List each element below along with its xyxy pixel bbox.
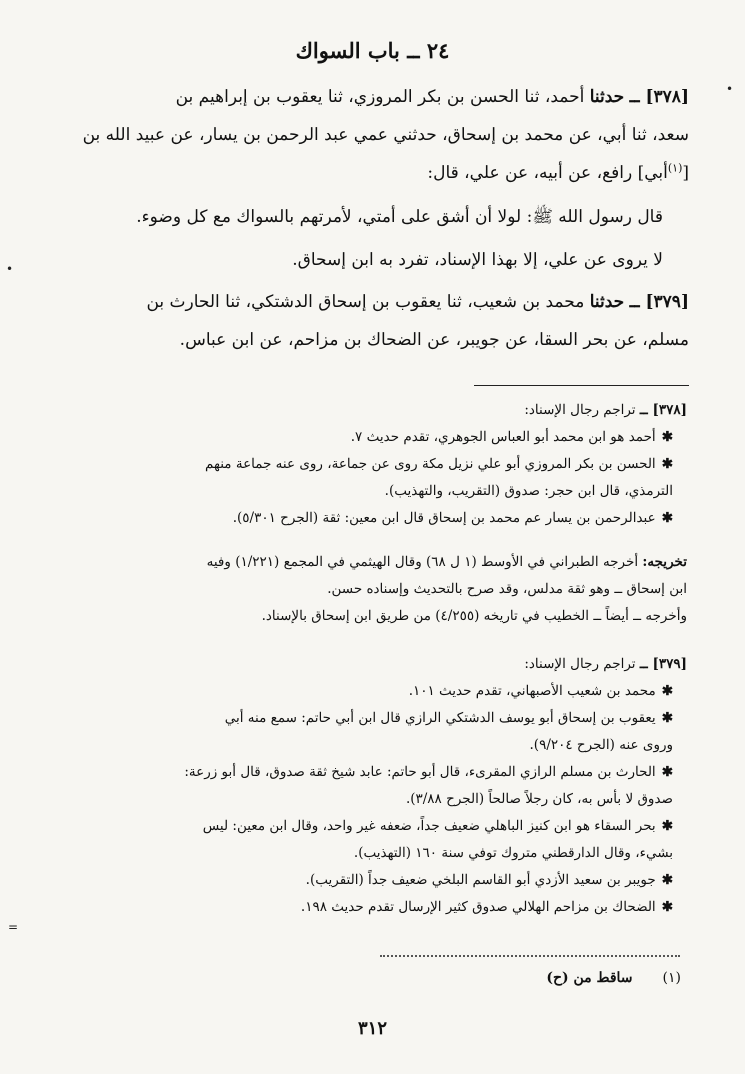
note-item xyxy=(40,705,687,732)
note-item xyxy=(40,451,687,478)
margin-dot: • xyxy=(726,82,734,96)
takhrij-line: ابن إسحاق ــ وهو ثقة مدلس، وقد صرح بالتحديث وإسناده حسن. xyxy=(327,581,687,597)
takhrij-text: أخرجه الطبراني في الأوسط (١ ل ٦٨) وقال الهيثمي في المجمع (١/٢٢١) وفيه xyxy=(206,554,639,570)
note-text: الضحاك بن مزاحم الهلالي صدوق كثير الإرسال تقدم حديث ١٩٨. xyxy=(300,899,656,915)
note-text: عبدالرحمن بن يسار عم محمد بن إسحاق قال ابن معين: ثقة (الجرح ٥/٣٠١). xyxy=(232,510,656,526)
footnote-dotted-separator xyxy=(380,955,680,957)
note-item-continuation: الترمذي، قال ابن حجر: صدوق (التقريب، والتهذيب). xyxy=(384,483,673,499)
page-number: ٣١٢ xyxy=(357,1018,387,1039)
takhrij-378 xyxy=(40,549,687,630)
note-text: أحمد هو ابن محمد أبو العباس الجوهري، تقدم حديث ٧. xyxy=(350,429,656,445)
hadith-378 xyxy=(22,78,689,192)
bullet-star-icon: ✱ xyxy=(661,683,673,699)
footnote-marker: (١) xyxy=(667,161,683,175)
note-item xyxy=(40,678,687,705)
bullet-star-icon: ✱ xyxy=(661,710,673,726)
hadith-379-line2: مسلم، عن بحر السقا، عن جويبر، عن الضحاك بن مزاحم، عن ابن عباس. xyxy=(179,330,689,350)
hadith-379-opening: حدثنا xyxy=(589,292,625,312)
notes-379-heading: تراجم رجال الإسناد: xyxy=(524,656,636,672)
hadith-379-line1 xyxy=(22,283,689,321)
note-text: الحارث بن مسلم الرازي المقرىء، قال أبو حاتم: عابد شيخ ثقة صدوق، قال أبو زرعة: xyxy=(184,764,656,780)
notes-378-number: [٣٧٨] ــ xyxy=(639,402,687,418)
bullet-star-icon: ✱ xyxy=(661,510,673,526)
note-text: جويبر بن سعيد الأزدي أبو القاسم البلخي ضعيف جداً (التقريب). xyxy=(305,872,656,888)
note-item xyxy=(40,759,687,786)
note-item-continuation: بشيء، وقال الدارقطني متروك توفي سنة ١٦٠ (التهذيب). xyxy=(353,845,673,861)
notes-378 xyxy=(40,397,687,532)
hadith-378-text: قال رسول الله ﷺ: لولا أن أشق على أمتي، لأمرتهم بالسواك مع كل وضوء. xyxy=(136,207,663,227)
hadith-379-isnad-1: محمد بن شعيب، ثنا يعقوب بن إسحاق الدشتكي، ثنا الحارث بن xyxy=(146,292,585,312)
notes-379 xyxy=(40,651,687,921)
chapter-heading: ٢٤ ــ باب السواك xyxy=(295,38,450,63)
notes-379-title xyxy=(40,651,687,678)
bullet-star-icon: ✱ xyxy=(661,764,673,780)
hadith-379-number: [٣٧٩] ــ xyxy=(629,292,689,312)
hadith-378-line1 xyxy=(22,78,689,116)
hadith-378-number: [٣٧٨] ــ xyxy=(629,87,689,107)
note-item-continuation: صدوق لا بأس به، كان رجلاً صالحاً (الجرح ٣/٨٨). xyxy=(405,791,673,807)
note-item xyxy=(40,867,687,894)
note-text: يعقوب بن إسحاق أبو يوسف الدشتكي الرازي قال ابن أبي حاتم: سمع منه أبي xyxy=(224,710,656,726)
footnote-separator xyxy=(474,385,689,386)
hadith-378-opening: حدثنا xyxy=(589,87,625,107)
note-item-continuation: وروى عنه (الجرح ٩/٢٠٤). xyxy=(529,737,673,753)
bullet-star-icon: ✱ xyxy=(661,429,673,445)
bullet-star-icon: ✱ xyxy=(661,818,673,834)
note-item xyxy=(40,894,687,921)
notes-379-number: [٣٧٩] ــ xyxy=(639,656,687,672)
margin-dash: = xyxy=(8,920,19,934)
page-footnote-number: (١) xyxy=(662,970,681,986)
notes-378-heading: تراجم رجال الإسناد: xyxy=(524,402,636,418)
margin-dot: • xyxy=(6,262,14,276)
hadith-378-line3: [$^{(١)}$أبي] رافع، عن أبيه، عن علي، قال: xyxy=(427,161,689,183)
page-footnote xyxy=(546,970,681,986)
note-item xyxy=(40,813,687,840)
takhrij-label: تخريجه: xyxy=(642,554,687,570)
note-text: بحر السقاء هو ابن كنيز الباهلي ضعيف جداً، ضعفه غير واحد، وقال ابن معين: ليس xyxy=(202,818,656,834)
page-footnote-text: ساقط من (ح) xyxy=(546,970,633,986)
bullet-star-icon: ✱ xyxy=(661,899,673,915)
bullet-star-icon: ✱ xyxy=(661,456,673,472)
notes-378-title xyxy=(40,397,687,424)
hadith-378-isnad-3: أبي] رافع، عن أبيه، عن علي، قال: xyxy=(427,163,668,183)
note-text: الحسن بن بكر المروزي أبو علي نزيل مكة روى عن جماعة، روى عنه جماعة منهم xyxy=(205,456,656,472)
takhrij-line: وأخرجه ــ أيضاً ــ الخطيب في تاريخه (٤/٢٥٥) من طريق ابن إسحاق بالإسناد. xyxy=(261,608,687,624)
bullet-star-icon: ✱ xyxy=(661,872,673,888)
hadith-379 xyxy=(22,283,689,359)
note-item xyxy=(40,505,687,532)
takhrij-line xyxy=(40,549,687,576)
note-item xyxy=(40,424,687,451)
note-text: محمد بن شعيب الأصبهاني، تقدم حديث ١٠١. xyxy=(408,683,656,699)
hadith-378-line2: سعد، ثنا أبي، عن محمد بن إسحاق، حدثني عمي عبد الرحمن بن يسار، عن عبيد الله بن xyxy=(82,125,689,145)
hadith-378-comment: لا يروى عن علي، إلا بهذا الإسناد، تفرد به ابن إسحاق. xyxy=(292,250,663,270)
hadith-378-isnad-1: أحمد، ثنا الحسن بن بكر المروزي، ثنا يعقوب بن إبراهيم بن xyxy=(175,87,585,107)
